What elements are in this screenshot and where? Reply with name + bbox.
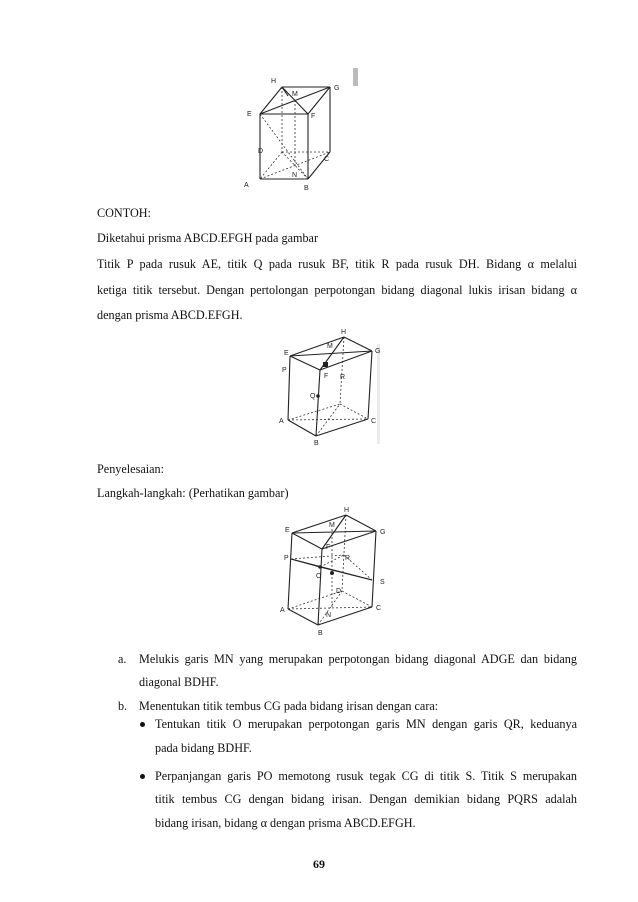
fig3-label-c: C — [376, 605, 382, 612]
bullet-2-dot — [140, 774, 145, 779]
fig3-label-o: O — [316, 573, 322, 580]
step-a-line-2: diagonal BDHF. — [139, 675, 219, 689]
fig3-label-d: D — [336, 588, 342, 595]
fig1-label-b: B — [304, 185, 309, 192]
fig2-label-b: B — [314, 440, 319, 447]
penyelesaian-heading: Penyelesaian: — [97, 462, 165, 476]
step-b-marker: b. — [118, 699, 128, 713]
fig1-label-a: A — [244, 182, 249, 189]
fig1-label-e: E — [247, 111, 252, 118]
bullet-1-line-1: Tentukan titik O merupakan perpotongan garis MN dengan garis QR, keduanya — [155, 717, 577, 731]
fig2-label-m: M — [327, 343, 333, 350]
fig3-label-h: H — [344, 507, 350, 514]
fig1-label-n: N — [292, 172, 298, 179]
fig2-label-f: F — [324, 373, 329, 380]
bullet-2-line-3: bidang irisan, bidang α dengan prisma ABCD.EFGH. — [155, 816, 416, 830]
fig2-label-g: G — [375, 348, 381, 355]
step-b-line-1: Menentukan titik tembus CG pada bidang irisan dengan cara: — [139, 699, 439, 713]
fig3-label-m: M — [329, 522, 335, 529]
bullet-1-dot — [140, 722, 145, 727]
fig2-label-r: R — [340, 374, 346, 381]
fig2-label-c: C — [371, 418, 377, 425]
problem-line-3: ketiga titik tersebut. Dengan pertolongan perpotongan bidang diagonal lukis irisan bidang α — [97, 283, 577, 297]
fig3-label-b: B — [318, 630, 323, 637]
fig1-label-g: G — [334, 85, 340, 92]
problem-line-2: Titik P pada rusuk AE, titik Q pada rusuk BF, titik R pada rusuk DH. Bidang α melalui — [97, 257, 577, 271]
fig3-label-f: F — [326, 544, 331, 551]
fig2-label-p: P — [282, 367, 287, 374]
page-number: 69 — [313, 857, 325, 871]
fig3-label-a: A — [280, 607, 285, 614]
fig3-label-e: E — [285, 527, 290, 534]
fig3-label-s: S — [380, 579, 385, 586]
fig2-label-a: A — [279, 418, 284, 425]
fig1-label-f: F — [311, 113, 316, 120]
fig3-label-p: P — [284, 555, 289, 562]
step-a-marker: a. — [118, 652, 127, 666]
fig1-label-d: D — [258, 148, 264, 155]
langkah-heading: Langkah-langkah: (Perhatikan gambar) — [97, 486, 289, 500]
fig1-label-c: C — [324, 156, 330, 163]
contoh-heading: CONTOH: — [97, 206, 151, 220]
problem-line-4: dengan prisma ABCD.EFGH. — [97, 308, 243, 322]
bullet-2-line-2: titik tembus CG dengan bidang irisan. Dengan demikian bidang PQRS adalah — [155, 792, 577, 806]
fig3-label-g: G — [380, 529, 386, 536]
figure-prism-1 — [236, 66, 366, 196]
fig1-label-h: H — [271, 78, 277, 85]
fig3-label-n: N — [326, 612, 332, 619]
bullet-2-line-1: Perpanjangan garis PO memotong rusuk tegak CG di titik S. Titik S merupakan — [155, 769, 577, 783]
figure-prism-3 — [276, 503, 392, 639]
fig3-label-r: R — [345, 555, 351, 562]
fig2-label-e: E — [284, 350, 289, 357]
bullet-1-line-2: pada bidang BDHF. — [155, 741, 252, 755]
fig2-label-h: H — [341, 329, 347, 336]
problem-line-1: Diketahui prisma ABCD.EFGH pada gambar — [97, 231, 319, 245]
step-a-line-1: Melukis garis MN yang merupakan perpotongan bidang diagonal ADGE dan bidang — [139, 652, 577, 666]
fig1-label-m: M — [292, 91, 298, 98]
figure-prism-2 — [276, 324, 386, 450]
fig2-label-q: Q — [310, 393, 316, 400]
